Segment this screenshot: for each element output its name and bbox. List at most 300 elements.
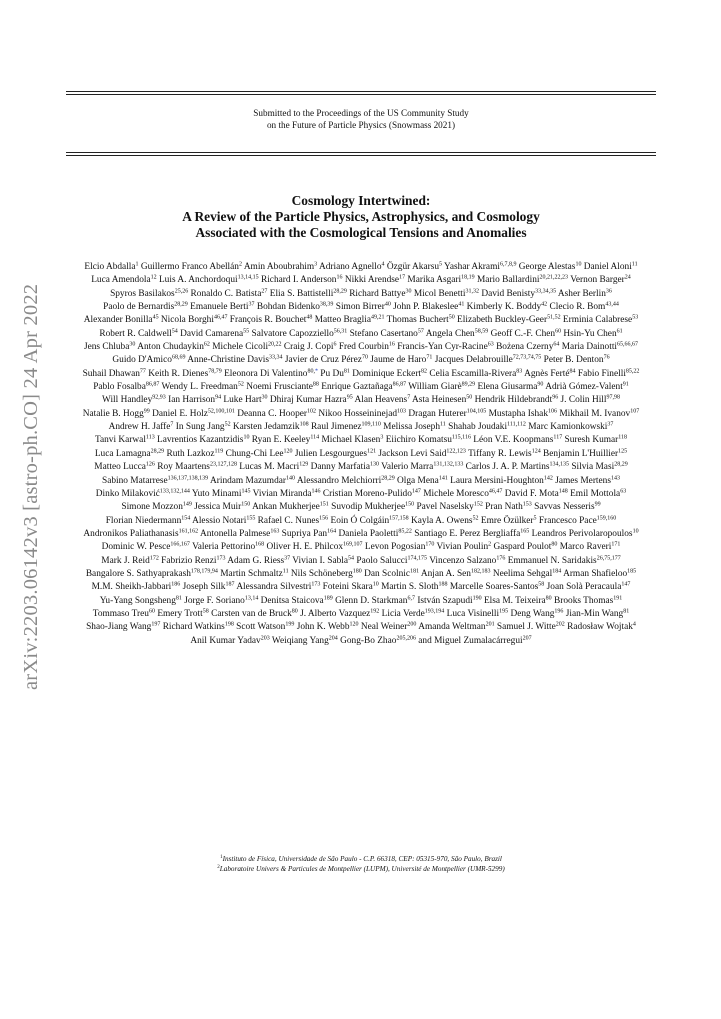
author-name: Raul Jimenez$^{109,110}$ <box>310 421 381 433</box>
author-name: Weiqiang Yang$^{204}$ <box>271 635 338 646</box>
author-name: Yuto Minami$^{145}$ <box>191 488 251 499</box>
author-affiliation-mark[interactable]: 49,21 <box>371 314 385 321</box>
author-name: Ankan Mukherjee$^{151}$ <box>252 501 329 513</box>
author-affiliation-mark[interactable]: 38,39 <box>319 301 334 308</box>
author-name: Silvia Masi$^{28,29}$ <box>571 461 628 473</box>
author-affiliation-mark[interactable]: 52,100,101 <box>207 408 235 415</box>
author-affiliation-mark[interactable]: 16 <box>388 341 395 348</box>
author-affiliation-mark[interactable]: 164 <box>327 528 337 535</box>
author-affiliation-mark[interactable]: 2 <box>488 541 492 548</box>
author-name: Alessandra Silvestri$^{173}$ <box>236 581 321 593</box>
author-affiliation-mark[interactable]: 197 <box>151 621 161 628</box>
author-affiliation-mark[interactable]: 37 <box>607 421 614 428</box>
author-affiliation-mark[interactable]: 13,14,15 <box>237 274 259 281</box>
author-name: Scott Watson$^{199}$ <box>236 621 295 633</box>
author-name: Suvodip Mukherjee$^{150}$ <box>331 501 415 513</box>
author-affiliation-mark[interactable]: 114 <box>310 434 320 441</box>
author-affiliation-mark[interactable]: 11 <box>282 568 289 575</box>
author-affiliation-mark[interactable]: 80,* <box>307 368 318 375</box>
author-name: Martin S. Sloth$^{188}$ <box>381 581 448 593</box>
author-affiliation-mark[interactable]: 46,47 <box>488 488 503 495</box>
author-conjunction: and <box>418 635 432 646</box>
author-affiliation-mark[interactable]: 27 <box>261 288 268 295</box>
author-affiliation-mark[interactable]: 156 <box>319 515 329 522</box>
author-affiliation-mark[interactable]: 86,87 <box>392 381 407 388</box>
affiliation-list <box>66 854 656 874</box>
author-name: Paolo de Bernardis$^{28,29}$ <box>103 301 188 313</box>
author-name: Valeria Pettorino$^{168}$ <box>192 541 265 553</box>
author-affiliation-mark[interactable]: 12 <box>150 274 157 281</box>
author-name: Matteo Lucca$^{126}$ <box>94 461 155 473</box>
author-affiliation-mark[interactable]: 202 <box>555 621 565 628</box>
author-name: Amin Aboubrahim$^3$ <box>243 261 318 272</box>
author-name: Carsten van de Bruck$^{80}$ <box>211 608 298 619</box>
author-affiliation-mark[interactable]: 169,107 <box>343 541 363 548</box>
author-affiliation-mark[interactable]: 186 <box>171 581 181 588</box>
author-name: Richard I. Anderson$^{16}$ <box>260 274 343 286</box>
author-affiliation-mark[interactable]: 94 <box>215 394 222 401</box>
author-affiliation-mark[interactable]: 192 <box>370 608 380 615</box>
author-affiliation-mark[interactable]: 130 <box>370 461 379 468</box>
author-name: Simone Mozzon$^{149}$ <box>121 501 192 513</box>
author-affiliation-mark[interactable]: 6,7 <box>407 595 415 602</box>
author-affiliation-mark[interactable]: 83 <box>516 368 523 375</box>
author-affiliation-mark[interactable]: 4 <box>381 261 385 268</box>
author-affiliation-mark[interactable]: 3 <box>314 261 318 268</box>
author-affiliation-mark[interactable]: 40 <box>384 301 391 308</box>
author-affiliation-mark[interactable]: 3 <box>380 434 384 441</box>
author-affiliation-mark[interactable]: 103 <box>397 408 407 415</box>
author-affiliation-mark[interactable]: 6,7,8,9 <box>499 261 517 268</box>
author-affiliation-mark[interactable]: 11 <box>631 261 638 268</box>
author-affiliation-mark[interactable]: 184 <box>552 568 562 575</box>
author-name: Mikhail M. Ivanov$^{107}$ <box>559 408 640 419</box>
author-affiliation-mark[interactable]: 107 <box>630 408 640 415</box>
author-affiliation-mark[interactable]: 51,52 <box>547 314 561 321</box>
author-affiliation-mark[interactable]: 58 <box>202 608 209 615</box>
affiliation-number: 1 <box>220 855 223 860</box>
author-name: Alessio Notari$^{155}$ <box>192 515 256 526</box>
author-affiliation-mark[interactable]: 86,87 <box>145 381 160 388</box>
author-name: Arindam Mazumdar$^{140}$ <box>209 475 296 486</box>
author-affiliation-mark[interactable]: 81 <box>175 595 182 602</box>
author-affiliation-mark[interactable]: 37 <box>248 301 255 308</box>
author-name: Supriya Pan$^{164}$ <box>281 528 337 539</box>
author-name: Yashar Akrami$^{6,7,8,9}$ <box>444 261 517 272</box>
author-affiliation-mark[interactable]: 92,93 <box>152 394 166 401</box>
author-name: Yu-Yang Songsheng$^{81}$ <box>99 595 182 606</box>
author-affiliation-mark[interactable]: 136,137,138,139 <box>167 475 209 481</box>
author-affiliation-mark[interactable]: 157,158 <box>389 515 409 522</box>
author-name: Tiffany R. Lewis$^{124}$ <box>468 448 541 459</box>
author-name: Dan Scolnic$^{181}$ <box>364 568 420 579</box>
author-name: Suresh Kumar$^{118}$ <box>564 434 628 446</box>
author-affiliation-mark[interactable]: 7 <box>407 394 411 401</box>
author-affiliation-mark[interactable]: 68,69 <box>171 354 186 361</box>
author-name: Elcio Abdalla$^1$ <box>84 261 139 272</box>
author-affiliation-mark[interactable]: 89,29 <box>461 381 476 388</box>
author-affiliation-mark[interactable]: 54 <box>348 555 355 562</box>
author-affiliation-mark[interactable]: 42 <box>541 301 548 308</box>
author-name: Asta Heinesen$^{50}$ <box>412 394 473 406</box>
author-name: Tommaso Treu$^{60}$ <box>92 608 155 619</box>
author-affiliation-mark[interactable]: 5 <box>439 261 443 268</box>
author-affiliation-mark[interactable]: 10 <box>372 581 379 588</box>
author-name: Clecio R. Bom$^{43,44}$ <box>549 301 619 313</box>
author-name: Dominique Eckert$^{82}$ <box>352 368 428 379</box>
author-affiliation-mark[interactable]: 52 <box>472 515 479 522</box>
author-affiliation-mark[interactable]: 108 <box>299 421 309 428</box>
author-affiliation-mark[interactable]: 113 <box>145 434 155 441</box>
author-affiliation-mark[interactable]: 28,29 <box>381 475 395 481</box>
author-name: Valerio Marra$^{131,132,133}$ <box>381 461 464 473</box>
author-affiliation-mark[interactable]: 25,26 <box>174 288 189 295</box>
author-affiliation-mark[interactable]: 20,21,22,23 <box>539 274 569 281</box>
author-affiliation-mark[interactable]: 97,98 <box>606 394 620 401</box>
author-affiliation-mark[interactable]: 151 <box>319 501 329 508</box>
author-affiliation-mark[interactable]: 104,105 <box>466 408 487 415</box>
author-affiliation-mark[interactable]: 31,32 <box>465 288 479 295</box>
author-affiliation-mark[interactable]: 203 <box>260 635 270 642</box>
author-affiliation-mark[interactable]: 43,44 <box>605 301 619 308</box>
author-affiliation-mark[interactable]: 50 <box>466 394 473 401</box>
author-affiliation-mark[interactable]: 120 <box>283 448 293 455</box>
title-line-2: A Review of the Particle Physics, Astrophysics, and Cosmology <box>182 209 540 224</box>
top-rule-2 <box>66 94 656 95</box>
author-name: Luca Lamagna$^{28,29}$ <box>94 448 165 459</box>
author-affiliation-mark[interactable]: 173 <box>216 555 226 562</box>
author-affiliation-mark[interactable]: 16 <box>336 274 343 281</box>
author-name: Stefano Casertano$^{57}$ <box>349 328 424 339</box>
author-affiliation-mark[interactable]: 102 <box>307 408 317 415</box>
author-affiliation-mark[interactable]: 120 <box>349 621 359 628</box>
author-name: Salvatore Capozziello$^{56,31}$ <box>251 328 348 339</box>
author-affiliation-mark[interactable]: 198 <box>224 621 234 628</box>
author-affiliation-mark[interactable]: 150 <box>405 501 415 508</box>
author-affiliation-mark[interactable]: 111,112 <box>507 421 526 428</box>
author-affiliation-mark[interactable]: 45 <box>152 314 159 321</box>
author-affiliation-mark[interactable]: 36 <box>605 288 612 295</box>
author-affiliation-mark[interactable]: 122,123 <box>446 448 466 455</box>
author-name: Dragan Huterer$^{104,105}$ <box>408 408 487 419</box>
author-affiliation-mark[interactable]: 129 <box>299 461 309 468</box>
author-affiliation-mark[interactable]: 30 <box>405 288 412 295</box>
author-name: Antonella Palmese$^{163}$ <box>200 528 280 539</box>
author-affiliation-mark[interactable]: 17 <box>399 274 406 281</box>
author-affiliation-mark[interactable]: 28,29 <box>174 301 188 308</box>
author-affiliation-mark[interactable]: 63 <box>487 341 494 348</box>
author-affiliation-mark[interactable]: 18,19 <box>461 274 475 281</box>
author-affiliation-mark[interactable]: 85,22 <box>625 368 640 375</box>
author-affiliation-mark[interactable]: 11 <box>440 421 446 428</box>
author-affiliation-mark[interactable]: 155 <box>246 515 256 522</box>
author-affiliation-mark[interactable]: 52 <box>224 421 231 428</box>
author-affiliation-mark[interactable]: 57 <box>417 328 424 335</box>
author-affiliation-mark[interactable]: 33,34,35 <box>535 288 557 295</box>
author-affiliation-mark[interactable]: 65,66,67 <box>617 341 639 348</box>
author-affiliation-mark[interactable]: 191 <box>613 595 623 602</box>
author-name: Joan Solà Peracaula$^{147}$ <box>546 581 631 593</box>
author-affiliation-mark[interactable]: 91 <box>622 381 629 388</box>
author-affiliation-mark[interactable]: 60 <box>555 328 562 335</box>
author-name: Emre Özülker$^5$ <box>480 515 537 526</box>
author-name: Neelima Sehgal$^{184}$ <box>492 568 562 579</box>
author-affiliation-mark[interactable]: 199 <box>285 621 295 628</box>
author-affiliation-mark[interactable]: 55 <box>243 328 250 335</box>
author-affiliation-mark[interactable]: 146 <box>311 488 321 495</box>
author-name: Adrià Gómez-Valent$^{91}$ <box>545 381 629 393</box>
author-affiliation-mark[interactable]: 81 <box>343 368 350 375</box>
author-affiliation-mark[interactable]: 46,47 <box>213 314 228 321</box>
author-name: Rafael C. Nunes$^{156}$ <box>257 515 329 526</box>
author-affiliation-mark[interactable]: 81 <box>623 608 630 615</box>
author-name: Lucas M. Macri$^{129}$ <box>239 461 309 473</box>
author-name: Anil Kumar Yadav$^{203}$ <box>190 635 270 646</box>
author-affiliation-mark[interactable]: 88 <box>312 381 319 388</box>
author-affiliation-mark[interactable]: 24 <box>624 274 631 281</box>
author-affiliation-mark[interactable]: 115,116 <box>451 434 471 441</box>
author-name: Bangalore S. Sathyaprakash$^{178,179,94}$ <box>85 568 218 579</box>
author-affiliation-mark[interactable]: 1 <box>135 261 139 268</box>
author-name: Licia Verde$^{193,194}$ <box>381 608 445 619</box>
author-affiliation-mark[interactable]: 33,34 <box>269 354 283 361</box>
author-affiliation-mark[interactable]: 193,194 <box>424 608 445 615</box>
author-name: Ian Harrison$^{94}$ <box>168 394 222 406</box>
author-affiliation-mark[interactable]: 185 <box>627 568 637 575</box>
author-affiliation-mark[interactable]: 28,29 <box>614 461 628 468</box>
author-name: Adriano Agnello$^4$ <box>318 261 385 272</box>
author-name: J. Alberto Vazquez$^{192}$ <box>300 608 380 619</box>
author-name: In Sung Jang$^{52}$ <box>175 421 231 433</box>
author-name: Shahab Joudaki$^{111,112}$ <box>448 421 526 433</box>
author-name: Mustapha Ishak$^{106}$ <box>488 408 558 419</box>
author-affiliation-mark[interactable]: 119 <box>214 448 224 455</box>
author-affiliation-mark[interactable]: 170 <box>425 541 435 548</box>
author-affiliation-mark[interactable]: 152 <box>473 501 483 508</box>
author-affiliation-mark[interactable]: 181 <box>410 568 420 575</box>
author-name: Erminia Calabrese$^{53}$ <box>562 314 639 326</box>
author-affiliation-mark[interactable]: 2 <box>238 261 242 268</box>
author-affiliation-mark[interactable]: 56,31 <box>333 328 348 335</box>
author-affiliation-mark[interactable]: 70 <box>361 354 368 361</box>
author-affiliation-mark[interactable]: 90 <box>537 381 544 388</box>
author-affiliation-mark[interactable]: 171 <box>611 541 621 548</box>
author-affiliation-mark[interactable]: 189 <box>323 595 333 602</box>
author-name: Richard Watkins$^{198}$ <box>162 621 234 633</box>
author-affiliation-mark[interactable]: 80 <box>291 608 298 615</box>
author-affiliation-mark[interactable]: 188 <box>438 581 448 588</box>
author-name: Marcelle Soares-Santos$^{58}$ <box>449 581 545 593</box>
author-affiliation-mark[interactable]: 165 <box>520 528 530 535</box>
author-affiliation-mark[interactable]: 7 <box>170 421 174 428</box>
author-affiliation-mark[interactable]: 109,110 <box>361 421 381 428</box>
author-name: Guillermo Franco Abellán$^2$ <box>140 261 242 272</box>
author-affiliation-mark[interactable]: 196 <box>554 608 564 615</box>
author-affiliation-mark[interactable]: 205,206 <box>396 635 416 642</box>
author-name: Michael Klasen$^3$ <box>321 434 384 446</box>
author-affiliation-mark[interactable]: 141 <box>438 475 448 481</box>
author-affiliation-mark[interactable]: 190 <box>472 595 482 602</box>
author-affiliation-mark[interactable]: 95 <box>346 394 353 401</box>
author-affiliation-mark[interactable]: 161,162 <box>178 528 199 535</box>
author-affiliation-mark[interactable]: 26,75,177 <box>596 555 621 562</box>
author-affiliation-mark[interactable]: 173 <box>311 581 321 588</box>
author-affiliation-mark[interactable]: 148 <box>558 488 568 495</box>
author-affiliation-mark[interactable]: 125 <box>618 448 628 455</box>
author-affiliation-mark[interactable]: 53 <box>632 314 639 321</box>
author-affiliation-mark[interactable]: 10 <box>243 434 250 441</box>
author-name: Elizabeth Buckley-Geer$^{51,52}$ <box>457 314 561 326</box>
author-affiliation-mark[interactable]: 76 <box>603 354 610 361</box>
author-name: Andrew H. Jaffe$^7$ <box>108 421 174 433</box>
author-name: Craig J. Copi$^6$ <box>283 341 337 353</box>
author-name: Pavel Naselsky$^{152}$ <box>416 501 483 513</box>
author-affiliation-mark[interactable]: 147 <box>411 488 421 495</box>
author-affiliation-mark[interactable]: 201 <box>485 621 495 628</box>
author-name: Will Handley$^{92,93}$ <box>102 394 166 406</box>
author-affiliation-mark[interactable]: 159,160 <box>596 515 617 522</box>
author-affiliation-mark[interactable]: 30 <box>261 394 268 401</box>
author-affiliation-mark[interactable]: 106 <box>548 408 558 415</box>
author-affiliation-mark[interactable]: 48 <box>306 314 313 321</box>
author-affiliation-mark[interactable]: 118 <box>618 434 628 441</box>
author-affiliation-mark[interactable]: 187 <box>225 581 235 588</box>
author-name: Pran Nath$^{153}$ <box>485 501 532 513</box>
author-affiliation-mark[interactable]: 84 <box>569 368 576 375</box>
author-affiliation-mark[interactable]: 64 <box>553 341 560 348</box>
author-affiliation-mark[interactable]: 20,22 <box>268 341 282 348</box>
author-affiliation-mark[interactable]: 149 <box>182 501 192 508</box>
author-affiliation-mark[interactable]: 82 <box>421 368 428 375</box>
author-affiliation-mark[interactable]: 168 <box>255 541 265 548</box>
author-affiliation-mark[interactable]: 52 <box>237 381 244 388</box>
author-affiliation-mark[interactable]: 121 <box>367 448 377 455</box>
author-affiliation-mark[interactable]: 6 <box>333 341 337 348</box>
author-affiliation-mark[interactable]: 96 <box>552 394 559 401</box>
affiliation-text: Instituto de Física, Universidade de São Paulo - C.P. 66318, CEP: 05315-970, São Paulo, Brazil <box>222 855 502 863</box>
author-affiliation-mark[interactable]: 23,127,128 <box>209 461 237 468</box>
author-name: Matteo Braglia$^{49,21}$ <box>314 314 385 326</box>
author-affiliation-mark[interactable]: 37 <box>284 555 291 562</box>
author-affiliation-mark[interactable]: 5 <box>533 515 537 522</box>
author-affiliation-mark[interactable]: 80 <box>551 541 558 548</box>
author-affiliation-mark[interactable]: 207 <box>522 635 532 642</box>
author-affiliation-mark[interactable]: 60 <box>148 608 155 615</box>
author-name: Ronaldo C. Batista$^{27}$ <box>190 288 268 299</box>
author-affiliation-mark[interactable]: 85,22 <box>398 528 412 535</box>
author-name: Chung-Chi Lee$^{120}$ <box>225 448 293 459</box>
author-name: John K. Webb$^{120}$ <box>296 621 359 633</box>
author-affiliation-mark[interactable]: 154 <box>181 515 191 522</box>
author-affiliation-mark[interactable]: 180 <box>352 568 362 575</box>
author-affiliation-mark[interactable]: 163 <box>270 528 280 535</box>
author-affiliation-mark[interactable]: 13,14 <box>244 595 259 602</box>
author-name: Levon Pogosian$^{170}$ <box>364 541 435 553</box>
author-name: Jens Chluba$^{30}$ <box>83 341 136 353</box>
author-affiliation-mark[interactable]: 10 <box>575 261 582 268</box>
author-affiliation-mark[interactable]: 62 <box>203 341 210 348</box>
author-affiliation-mark[interactable]: 182,183 <box>470 568 491 575</box>
author-affiliation-mark[interactable]: 147 <box>621 581 631 588</box>
author-affiliation-mark[interactable]: 166,167 <box>170 541 190 548</box>
author-name: Eiichiro Komatsu$^{115,116}$ <box>385 434 471 446</box>
author-affiliation-mark[interactable]: 176 <box>496 555 506 562</box>
author-affiliation-mark[interactable]: 131,132,133 <box>433 461 464 468</box>
author-affiliation-mark[interactable]: 99 <box>143 408 150 415</box>
author-name: Hendrik Hildebrandt$^{96}$ <box>474 394 559 406</box>
author-affiliation-mark[interactable]: 124 <box>531 448 541 455</box>
author-affiliation-mark[interactable]: 133,132,144 <box>159 488 190 495</box>
author-affiliation-mark[interactable]: 28,29 <box>150 448 165 455</box>
author-name: Michele Cicoli$^{20,22}$ <box>212 341 282 353</box>
author-name: Ryan E. Keeley$^{114}$ <box>251 434 320 446</box>
author-affiliation-mark[interactable]: 140 <box>286 475 296 481</box>
author-affiliation-mark[interactable]: 63 <box>620 488 627 495</box>
author-name: Mark J. Reid$^{172}$ <box>101 555 159 566</box>
author-name: Anjan A. Sen$^{182,183}$ <box>420 568 491 579</box>
author-name: Richard Battye$^{30}$ <box>349 288 412 299</box>
author-affiliation-mark[interactable]: 4 <box>632 621 636 628</box>
author-affiliation-mark[interactable]: 58 <box>538 581 545 588</box>
author-name: William Giarè$^{89,29}$ <box>408 381 476 393</box>
author-affiliation-mark[interactable]: 71 <box>426 354 433 361</box>
author-affiliation-mark[interactable]: 142 <box>543 475 553 481</box>
submission-line-1: Submitted to the Proceedings of the US Community Study <box>253 108 469 118</box>
author-affiliation-mark[interactable]: 41 <box>458 301 465 308</box>
author-affiliation-mark[interactable]: 58,59 <box>474 328 489 335</box>
author-affiliation-mark[interactable]: 28,29 <box>333 288 347 295</box>
author-affiliation-mark[interactable]: 78,79 <box>208 368 222 375</box>
author-affiliation-mark[interactable]: 30 <box>129 341 136 348</box>
author-affiliation-mark[interactable]: 134,135 <box>549 461 570 468</box>
author-affiliation-mark[interactable]: 54 <box>171 328 178 335</box>
author-name: Emery Trott$^{58}$ <box>157 608 209 619</box>
author-affiliation-mark[interactable]: 72,73,74,75 <box>512 354 542 361</box>
author-name: Neal Weiner$^{200}$ <box>360 621 417 633</box>
author-name: Olga Mena$^{141}$ <box>397 475 448 486</box>
author-affiliation-mark[interactable]: 204 <box>328 635 338 642</box>
author-affiliation-mark[interactable]: 126 <box>145 461 155 468</box>
author-affiliation-mark[interactable]: 10 <box>632 528 639 535</box>
author-name: Bożena Czerny$^{64}$ <box>496 341 560 353</box>
author-name: Jackson Levi Said$^{122,123}$ <box>378 448 466 459</box>
author-affiliation-mark[interactable]: 174,175 <box>407 555 428 562</box>
author-name: Anne-Christine Davis$^{33,34}$ <box>187 354 283 366</box>
author-affiliation-mark[interactable]: 77 <box>139 368 146 375</box>
author-affiliation-mark[interactable]: 61 <box>616 328 623 335</box>
author-affiliation-mark[interactable]: 50 <box>448 314 455 321</box>
author-name: Angela Chen$^{58,59}$ <box>425 328 489 339</box>
author-affiliation-mark[interactable]: 117 <box>553 434 563 441</box>
author-name: Alessandro Melchiorri$^{28,29}$ <box>296 475 395 486</box>
author-affiliation-mark[interactable]: 80 <box>545 595 552 602</box>
author-name: Luis A. Anchordoqui$^{13,14,15}$ <box>158 274 259 286</box>
author-affiliation-mark[interactable]: 150 <box>241 501 251 508</box>
author-name: Fred Courbin$^{16}$ <box>338 341 395 353</box>
author-affiliation-mark[interactable]: 172 <box>149 555 159 562</box>
author-name: Ruth Lazkoz$^{119}$ <box>166 448 224 459</box>
author-affiliation-mark[interactable]: 143 <box>610 475 620 481</box>
author-name: Vivian Poulin$^2$ <box>436 541 492 553</box>
author-affiliation-mark[interactable]: 195 <box>499 608 509 615</box>
author-name: Léon V.E. Koopmans$^{117}$ <box>473 434 563 446</box>
author-affiliation-mark[interactable]: 145 <box>241 488 251 495</box>
author-affiliation-mark[interactable]: 200 <box>407 621 417 628</box>
author-affiliation-mark[interactable]: 178,179,94 <box>190 568 218 575</box>
author-name: Oliver H. E. Philcox$^{169,107}$ <box>266 541 363 553</box>
author-affiliation-mark[interactable]: 99 <box>594 501 601 508</box>
author-affiliation-mark[interactable]: 153 <box>522 501 532 508</box>
